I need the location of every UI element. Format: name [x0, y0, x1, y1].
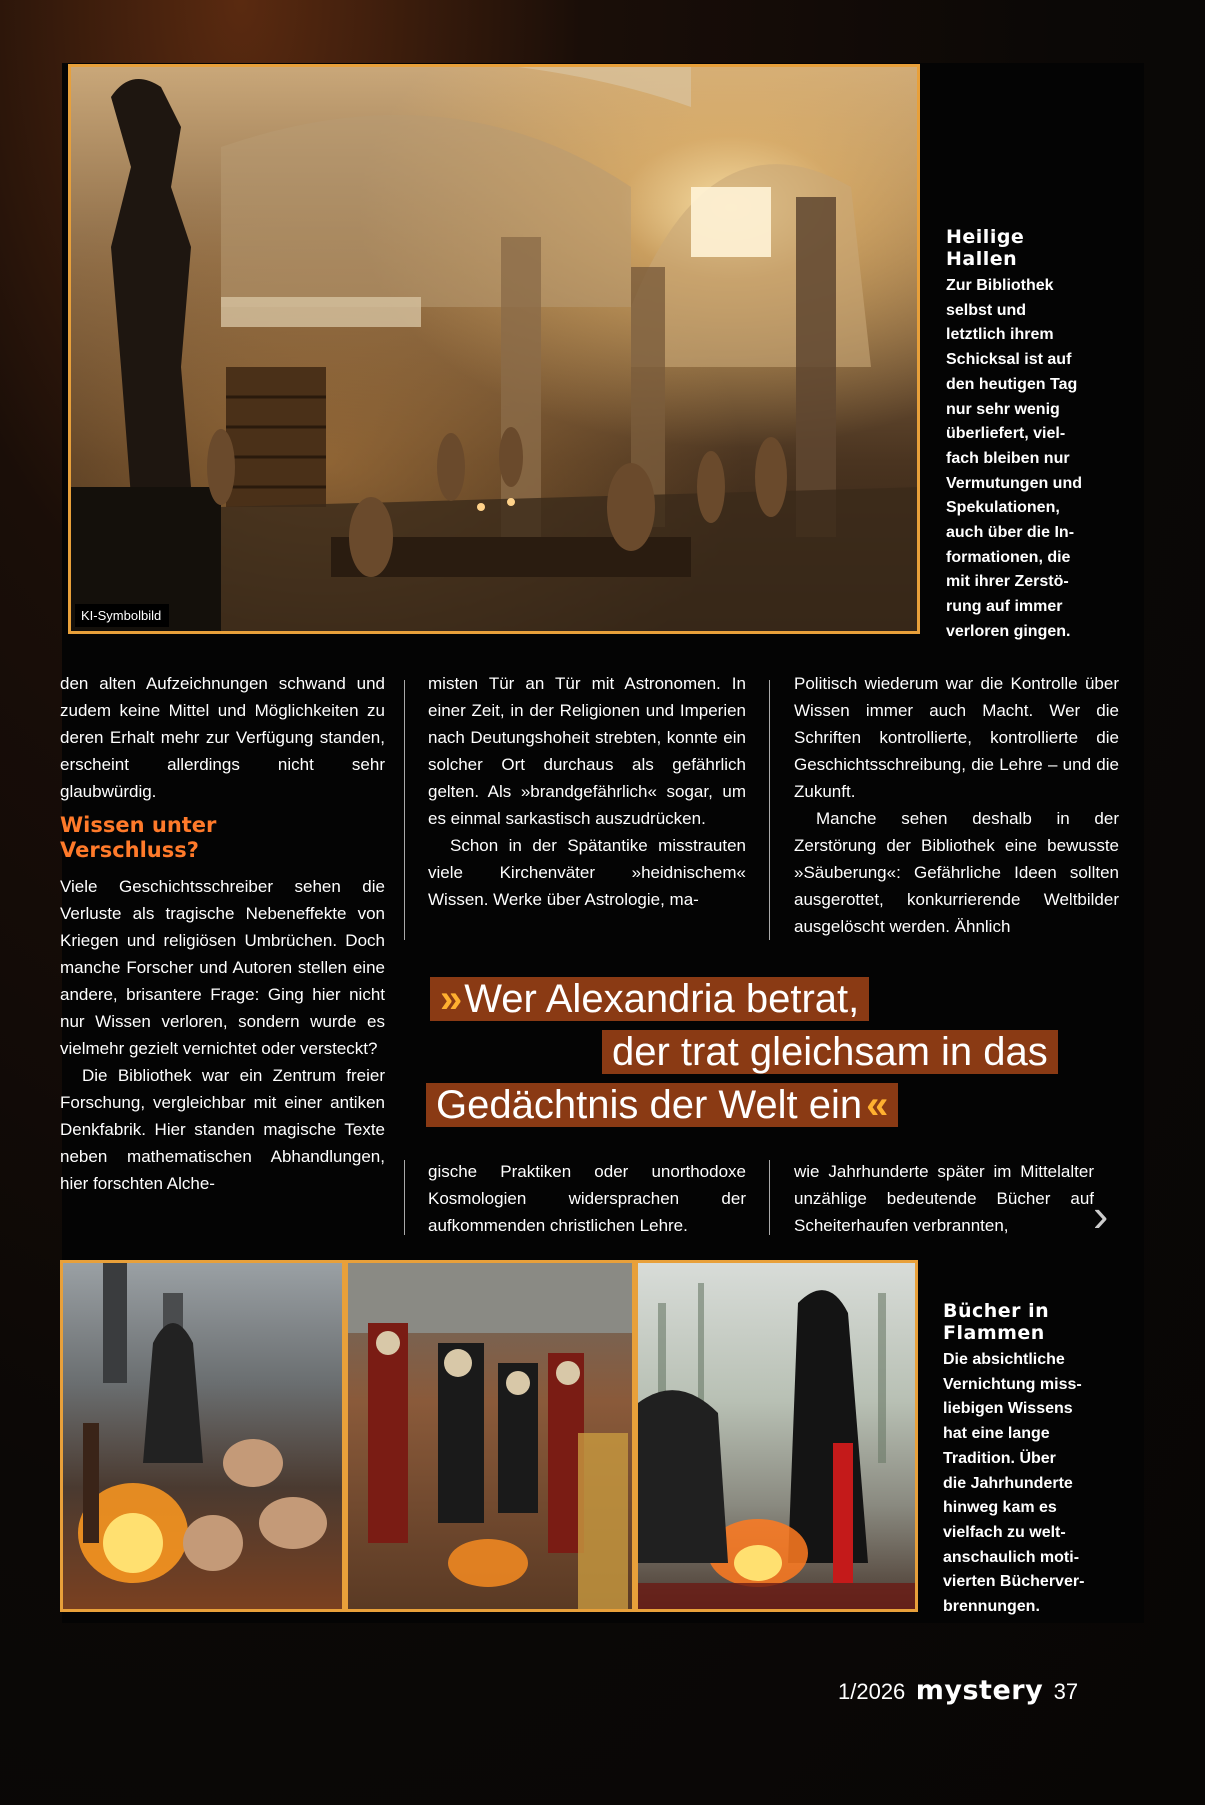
caption-line: Die absichtliche: [943, 1351, 1065, 1368]
caption-line: vielfach zu welt-: [943, 1523, 1066, 1541]
quote-open-mark: »: [440, 977, 455, 1021]
book-burning-illustration-3: [638, 1263, 918, 1612]
caption-line: selbst und: [946, 301, 1027, 319]
caption-line: die Jahrhunderte: [943, 1474, 1073, 1492]
paragraph: misten Tür an Tür mit Astronomen. In einer Zeit, in der Religionen und Imperien nach Deutungshoheit strebten, konnte ein solcher Ort durchaus als gefährlich gelten. Als »brandgefährlich« sogar, um es einmal sarkastisch auszudrücken.: [428, 674, 746, 828]
page-footer: [838, 1675, 1078, 1706]
caption-title: [946, 226, 1126, 270]
caption-body: [946, 274, 1126, 645]
ai-image-label: KI-Symbolbild: [75, 604, 169, 627]
column-divider: [769, 1160, 770, 1235]
caption-title-line: Bücher in: [943, 1300, 1050, 1322]
text-column-3-continued: [794, 1158, 1094, 1239]
quote-text: Wer Alexandria betrat,: [464, 977, 860, 1021]
caption-line: hinweg kam es: [943, 1499, 1057, 1517]
caption-line: Tradition. Über: [943, 1449, 1056, 1467]
caption-line: letztlich ihrem: [946, 326, 1054, 344]
book-burning-image-3: [635, 1260, 918, 1612]
caption-buecher-in-flammen: [943, 1300, 1123, 1620]
column-divider: [404, 1160, 405, 1235]
caption-title-line: Flammen: [943, 1322, 1045, 1344]
quote-text: der trat gleichsam in das: [612, 1030, 1048, 1074]
paragraph: den alten Aufzeichnungen schwand und zudem keine Mittel und Möglichkeiten zu deren Erhalt mehr zur Verfügung standen, erscheint allerdings nicht sehr glaubwürdig.: [60, 674, 385, 801]
paragraph: Die Bibliothek war ein Zentrum freier Forschung, vergleichbar mit einer antiken Denkfabrik. Hier standen magische Texte neben mathematischen Abhandlungen, hier forschten Alche-: [60, 1066, 385, 1193]
library-illustration: [71, 67, 920, 634]
pull-quote-line-2: [602, 1030, 1058, 1074]
quote-close-mark: «: [866, 1083, 881, 1127]
caption-line: hat eine lange: [943, 1425, 1050, 1443]
caption-line: rung auf immer: [946, 598, 1063, 616]
caption-heilige-hallen: [946, 226, 1126, 645]
caption-line: auch über die In-: [946, 524, 1075, 542]
quote-text: Gedächtnis der Welt ein: [436, 1083, 863, 1127]
library-hero-image: [68, 64, 920, 634]
caption-line: nur sehr wenig: [946, 400, 1060, 418]
caption-line: Schicksal ist auf: [946, 351, 1072, 369]
book-burning-illustration-1: [63, 1263, 345, 1612]
book-burning-image-2: [345, 1260, 635, 1612]
text-column-2-continued: [428, 1158, 746, 1239]
caption-line: vierten Bücherver-: [943, 1573, 1085, 1591]
caption-title-line: Heilige: [946, 226, 1025, 248]
issue-number: 1/2026: [838, 1679, 906, 1704]
paragraph: gische Praktiken oder unorthodoxe Kosmologien widersprachen der aufkommenden christlichen Lehre.: [428, 1162, 746, 1235]
pull-quote-line-3: [426, 1083, 898, 1127]
caption-line: Vernichtung miss-: [943, 1375, 1082, 1393]
caption-line: verloren gingen.: [946, 622, 1071, 640]
caption-line: den heutigen Tag: [946, 375, 1078, 393]
paragraph: Schon in der Spätantike misstrauten viele Kirchenväter »heidnischem« Wissen. Werke über Astrologie, ma-: [428, 836, 746, 909]
column-divider: [769, 680, 770, 940]
caption-line: brennungen.: [943, 1598, 1040, 1616]
section-heading-line: Wissen unter: [60, 813, 217, 837]
paragraph: Viele Geschichtsschreiber sehen die Verluste als tragische Nebeneffekte von Kriegen und religiösen Umbrüchen. Doch manche Forscher und Autoren stellen eine andere, brisantere Frage: Ging hier nicht nur Wissen verloren, sondern wurde es vielmehr gezielt vernichtet oder versteckt?: [60, 877, 385, 1058]
caption-line: anschaulich moti-: [943, 1548, 1080, 1566]
section-heading: [60, 813, 385, 863]
paragraph: Manche sehen deshalb in der Zerstörung der Bibliothek eine bewusste »Säuberung«: Gefährliche Ideen sollten ausgerottet, konkurrierende Weltbilder ausgelöscht werden. Ähnlich: [794, 809, 1119, 936]
caption-line: liebigen Wissens: [943, 1400, 1073, 1418]
page-number: 37: [1053, 1679, 1079, 1704]
caption-title: [943, 1300, 1123, 1344]
caption-line: mit ihrer Zerstö-: [946, 573, 1069, 591]
paragraph: wie Jahrhunderte später im Mittelalter unzählige bedeutende Bücher auf Scheiterhaufen verbrannten,: [794, 1162, 1094, 1235]
caption-body: [943, 1348, 1123, 1620]
pull-quote-line-1: [430, 977, 869, 1021]
text-column-2: [428, 670, 746, 913]
caption-line: Spekulationen,: [946, 499, 1060, 517]
book-burning-image-1: [60, 1260, 345, 1612]
column-divider: [404, 680, 405, 940]
caption-title-line: Hallen: [946, 248, 1018, 270]
continue-arrow-icon: ›: [1093, 1189, 1109, 1241]
book-burning-illustration-2: [348, 1263, 635, 1612]
caption-line: fach bleiben nur: [946, 449, 1070, 467]
text-column-3: [794, 670, 1119, 940]
caption-line: Vermutungen und: [946, 474, 1082, 492]
magazine-logo: mystery: [915, 1675, 1044, 1706]
caption-line: formationen, die: [946, 548, 1071, 566]
section-heading-line: Verschluss?: [60, 838, 199, 862]
caption-line: Zur Bibliothek: [946, 277, 1054, 294]
text-column-1: [60, 670, 385, 1197]
paragraph: Politisch wiederum war die Kontrolle über Wissen immer auch Macht. Wer die Schriften kontrollierte, kontrollierte die Geschichtsschreibung, die Lehre – und die Zukunft.: [794, 674, 1119, 801]
caption-line: überliefert, viel-: [946, 425, 1066, 443]
